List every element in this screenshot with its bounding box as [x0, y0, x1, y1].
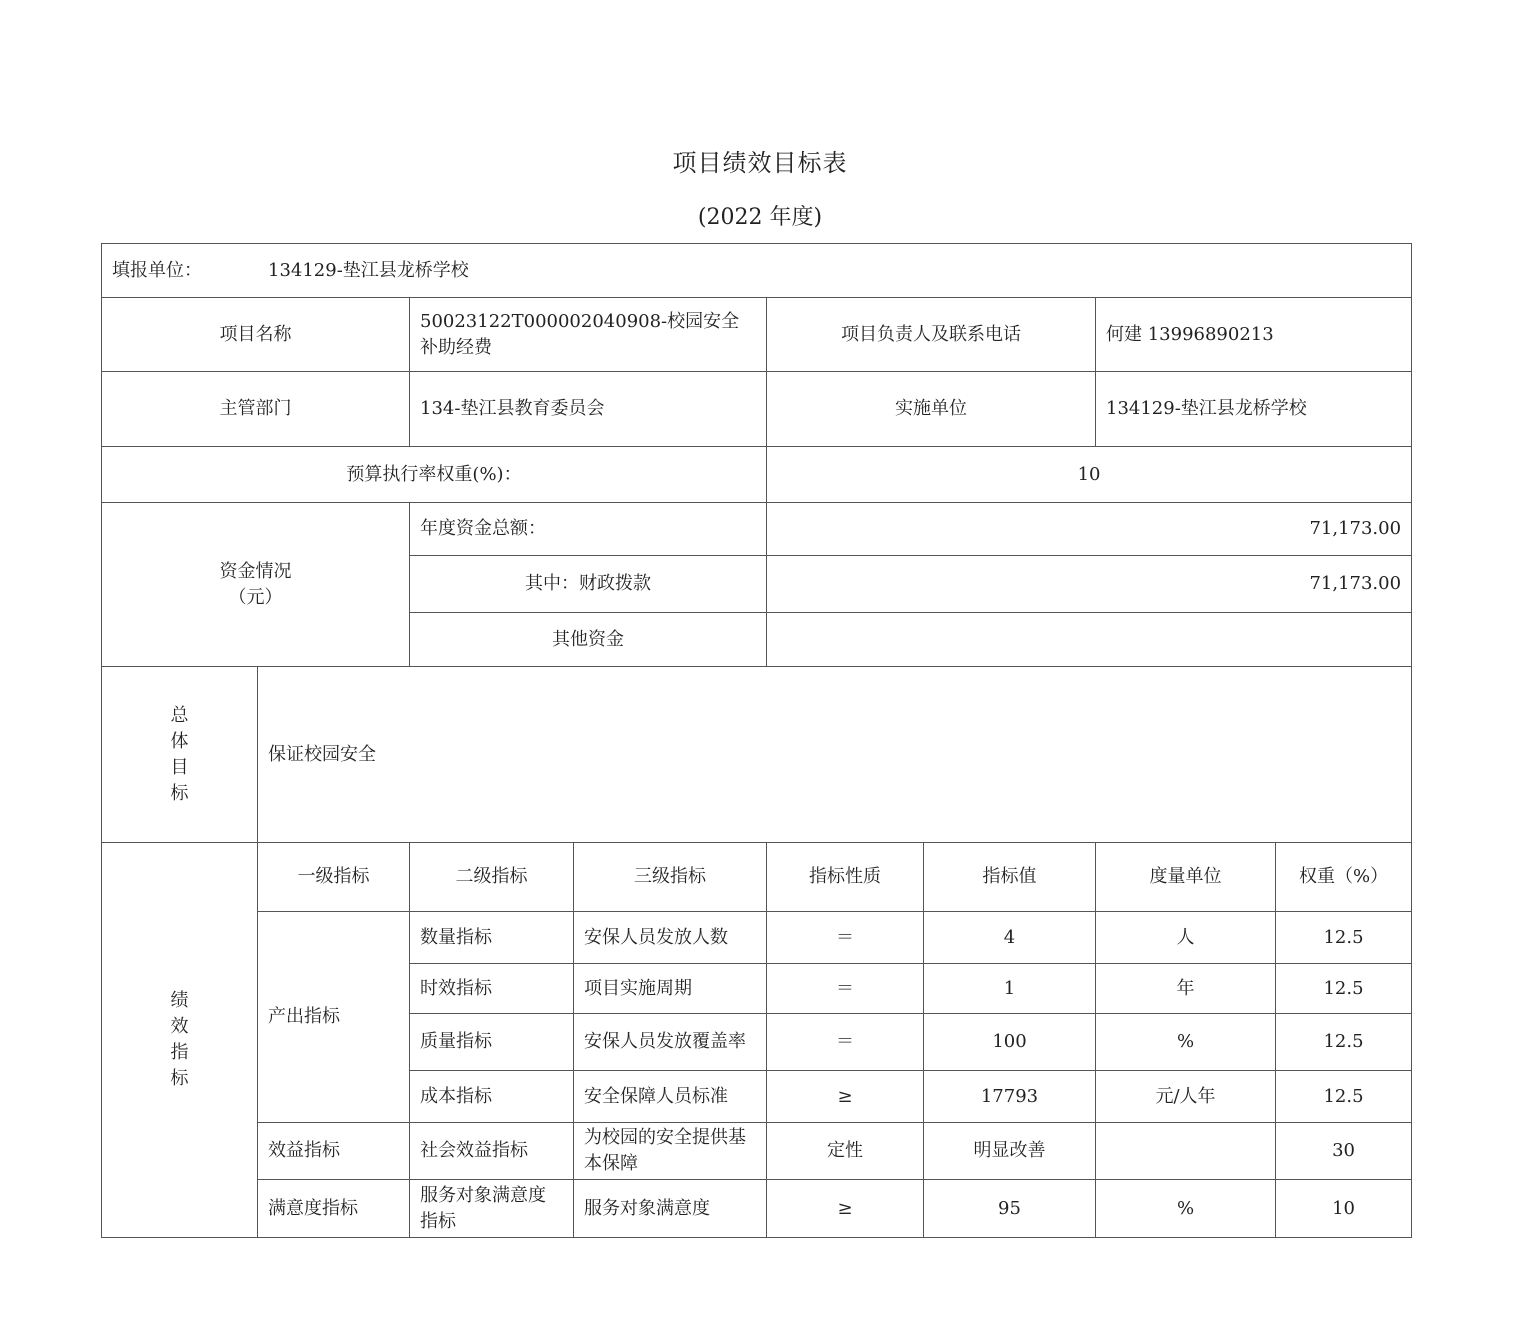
level3-cell: 安保人员发放覆盖率 — [574, 1014, 767, 1071]
funds-total-row — [102, 503, 1412, 556]
funds-other-label: 其他资金 — [410, 613, 767, 667]
table-row — [102, 1180, 1412, 1238]
level2-cell: 社会效益指标 — [410, 1123, 574, 1180]
table-row — [102, 912, 1412, 964]
header-level2: 二级指标 — [410, 843, 574, 912]
level1-satisfaction: 满意度指标 — [258, 1180, 410, 1238]
level2-cell: 服务对象满意度指标 — [410, 1180, 574, 1238]
overall-goal-char: 目 — [170, 756, 189, 778]
overall-goal-char: 总 — [170, 704, 189, 726]
level3-cell: 安全保障人员标准 — [574, 1071, 767, 1123]
value-cell: 100 — [924, 1014, 1096, 1071]
weight-cell: 10 — [1276, 1180, 1412, 1238]
indicator-header-row — [102, 843, 1412, 912]
project-row — [102, 298, 1412, 372]
table-row — [102, 1123, 1412, 1180]
value-cell: 95 — [924, 1180, 1096, 1238]
header-unit: 度量单位 — [1096, 843, 1276, 912]
funds-total-label: 年度资金总额： — [410, 503, 767, 556]
budget-weight-label: 预算执行率权重(%)： — [102, 447, 767, 503]
unit-cell: 元/人年 — [1096, 1071, 1276, 1123]
project-name-label: 项目名称 — [102, 298, 410, 372]
unit-cell: % — [1096, 1180, 1276, 1238]
funds-fiscal-label: 其中：财政拨款 — [410, 556, 767, 613]
department-value: 134-垫江县教育委员会 — [410, 372, 767, 447]
nature-cell: ＝ — [767, 1014, 924, 1071]
page-subtitle: (2022 年度) — [697, 205, 823, 230]
value-cell: 4 — [924, 912, 1096, 964]
header-value: 指标值 — [924, 843, 1096, 912]
nature-cell: 定性 — [767, 1123, 924, 1180]
filing-unit-cell — [102, 244, 1412, 298]
header-level3: 三级指标 — [574, 843, 767, 912]
level3-cell: 服务对象满意度 — [574, 1180, 767, 1238]
overall-goal-row — [102, 667, 1412, 843]
project-leader-value: 何建 13996890213 — [1096, 298, 1412, 372]
performance-char: 绩 — [170, 990, 189, 1011]
overall-goal-text: 保证校园安全 — [258, 667, 1412, 843]
nature-cell: ＝ — [767, 964, 924, 1014]
value-cell: 明显改善 — [924, 1123, 1096, 1180]
overall-goal-char: 标 — [170, 782, 189, 804]
weight-cell: 12.5 — [1276, 1014, 1412, 1071]
nature-cell: ＝ — [767, 912, 924, 964]
department-label: 主管部门 — [102, 372, 410, 447]
filing-unit-row — [102, 244, 1412, 298]
level1-benefit: 效益指标 — [258, 1123, 410, 1180]
weight-cell: 12.5 — [1276, 912, 1412, 964]
project-name-value: 50023122T000002040908-校园安全补助经费 — [410, 298, 767, 372]
funds-label-line2: （元） — [228, 586, 283, 608]
weight-cell: 12.5 — [1276, 1071, 1412, 1123]
value-cell: 17793 — [924, 1071, 1096, 1123]
performance-form-table — [101, 243, 1412, 1238]
level2-cell: 成本指标 — [410, 1071, 574, 1123]
weight-cell: 30 — [1276, 1123, 1412, 1180]
level3-cell: 项目实施周期 — [574, 964, 767, 1014]
overall-goal-char: 体 — [170, 730, 189, 752]
funds-other-value — [767, 613, 1412, 667]
funds-label — [102, 503, 410, 667]
header-nature: 指标性质 — [767, 843, 924, 912]
performance-char: 效 — [170, 1016, 189, 1037]
level2-cell: 质量指标 — [410, 1014, 574, 1071]
impl-unit-value: 134129-垫江县龙桥学校 — [1096, 372, 1412, 447]
department-row — [102, 372, 1412, 447]
performance-label — [102, 843, 258, 1238]
page-title: 项目绩效目标表 — [672, 149, 848, 177]
nature-cell: ≥ — [767, 1071, 924, 1123]
filing-unit-value: 134129-垫江县龙桥学校 — [268, 259, 469, 281]
header-weight: 权重（%） — [1276, 843, 1412, 912]
level2-cell: 数量指标 — [410, 912, 574, 964]
performance-char: 标 — [170, 1068, 189, 1089]
project-leader-label: 项目负责人及联系电话 — [767, 298, 1096, 372]
unit-cell: 年 — [1096, 964, 1276, 1014]
unit-cell: % — [1096, 1014, 1276, 1071]
value-cell: 1 — [924, 964, 1096, 1014]
level2-cell: 时效指标 — [410, 964, 574, 1014]
budget-weight-value: 10 — [767, 447, 1412, 503]
unit-cell — [1096, 1123, 1276, 1180]
funds-label-line1: 资金情况 — [219, 560, 292, 582]
level3-cell: 为校园的安全提供基本保障 — [574, 1123, 767, 1180]
funds-fiscal-value: 71,173.00 — [767, 556, 1412, 613]
impl-unit-label: 实施单位 — [767, 372, 1096, 447]
overall-goal-label — [102, 667, 258, 843]
nature-cell: ≥ — [767, 1180, 924, 1238]
weight-cell: 12.5 — [1276, 964, 1412, 1014]
level3-cell: 安保人员发放人数 — [574, 912, 767, 964]
unit-cell: 人 — [1096, 912, 1276, 964]
budget-weight-row — [102, 447, 1412, 503]
performance-char: 指 — [170, 1042, 189, 1063]
filing-unit-label: 填报单位： — [112, 259, 202, 281]
funds-total-value: 71,173.00 — [767, 503, 1412, 556]
level1-output: 产出指标 — [258, 912, 410, 1123]
header-level1: 一级指标 — [258, 843, 410, 912]
